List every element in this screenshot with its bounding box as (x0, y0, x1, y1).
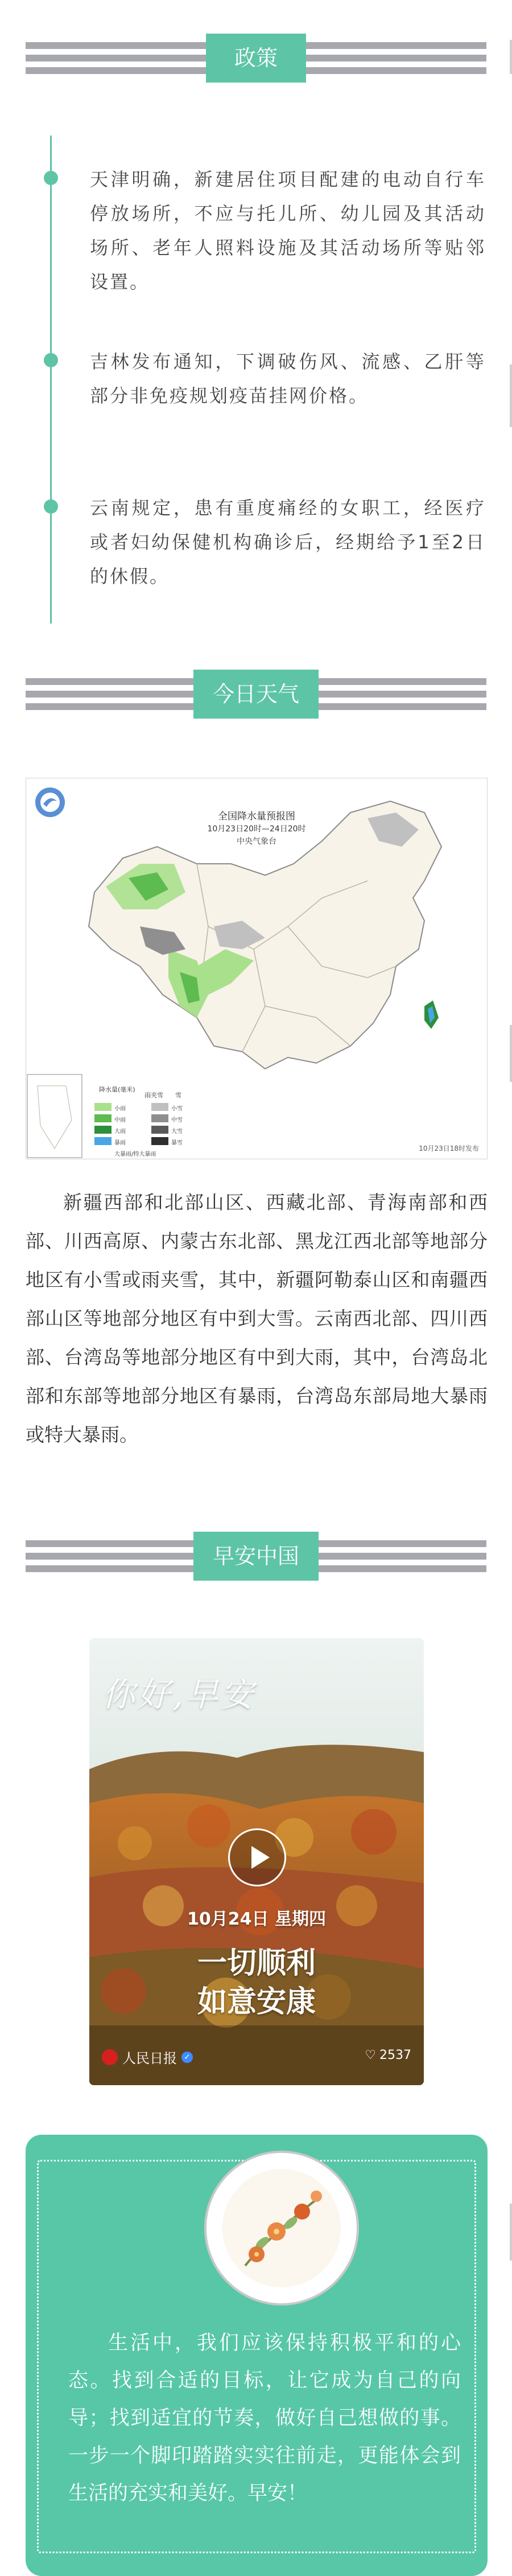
policy-item-2: 吉林发布通知，下调破伤风、流感、乙肝等部分非免疫规划疫苗挂网价格。 (90, 351, 486, 407)
map-title: 全国降水量预报图 (218, 811, 295, 822)
policy-bullet-3 (44, 499, 58, 514)
section-header-weather (26, 670, 486, 719)
legend-labels-snow: 小雪 中雪 大雪 暴雪 (171, 1106, 183, 1146)
section-header-policy (26, 34, 486, 83)
publisher-avatar (102, 2049, 118, 2065)
precipitation-forecast-map[interactable] (26, 778, 488, 1159)
badge-inner (222, 2169, 341, 2287)
legend-labels: 小雨 中雨 大雨 暴雨 (114, 1106, 126, 1146)
flower-badge (212, 2159, 351, 2298)
weather-description: 新疆西部和北部山区、西藏北部、青海南部和西部、川西高原、内蒙古东北部、黑龙江西北部等地部分地区有小雪或雨夹雪，其中，新疆阿勒泰山区和南疆西部山区等地部分地区有中到大雪。云南西北部、四川西部、台湾岛等地部分地区有中到大雨，其中，台湾岛北部和东部等地部分地区有暴雨，台湾岛东部局地大暴雨或特大暴雨。 (26, 1191, 488, 1446)
policy-item-3: 云南规定，患有重度痛经的女职工，经医疗或者妇幼保健机构确诊后，经期给予1至2日的休假。 (90, 497, 486, 587)
scroll-indicator-lower (510, 1025, 512, 1082)
publisher-name: 人民日报 (122, 2050, 177, 2066)
verified-icon: ✓ (181, 2052, 193, 2063)
flower-branch-icon (222, 2169, 341, 2287)
policy-bullet-2 (44, 353, 58, 367)
video-greeting: 你好,早安 (102, 1675, 256, 1714)
morning-video-card[interactable] (89, 1638, 424, 2085)
legend-title-snow: 雪 (175, 1092, 181, 1099)
legend-title-rain: 降水量(毫米) (99, 1086, 135, 1093)
like-icon: ♡ (365, 2048, 376, 2062)
section-title-policy: 政策 (206, 34, 306, 83)
legend-labels-heavy: 大暴雨/特大暴雨 (114, 1151, 156, 1158)
scroll-indicator-bottom (510, 2204, 512, 2261)
like-row[interactable] (365, 2048, 411, 2062)
play-icon (251, 1846, 270, 1869)
video-wish-line2: 如意安康 (197, 1984, 316, 2019)
south-china-sea-inset (27, 1074, 82, 1158)
play-button[interactable] (228, 1828, 286, 1886)
legend-title-sleet: 雨夹雪 (144, 1092, 163, 1099)
video-wish-line1: 一切顺利 (197, 1946, 316, 1980)
scroll-indicator-mid (510, 364, 512, 427)
map-source: 中央气象台 (237, 837, 276, 846)
policy-item-1: 天津明确，新建居住项目配建的电动自行车停放场所，不应与托儿所、幼儿园及其活动场所、老年人照料设施及其活动场所等贴邻设置。 (90, 169, 486, 293)
scroll-indicator-top (510, 40, 512, 74)
section-header-morning (26, 1532, 486, 1581)
policy-bullet-1 (44, 171, 58, 185)
like-count: 2537 (379, 2048, 411, 2062)
publisher-row[interactable] (102, 2047, 193, 2067)
section-title-morning: 早安中国 (193, 1532, 319, 1581)
policy-timeline (50, 136, 52, 624)
closing-card (26, 2135, 488, 2576)
video-date: 10月24日 星期四 (187, 1909, 326, 1929)
map-time-range: 10月23日20时—24日20时 (207, 825, 306, 834)
map-issue-time: 10月23日18时发布 (419, 1145, 479, 1152)
section-title-weather: 今日天气 (193, 670, 319, 719)
closing-text: 生活中，我们应该保持积极平和的心态。找到合适的目标，让它成为自己的向导；找到适宜的节奏，做好自己想做的事。一步一个脚印踏踏实实往前走，更能体会到生活的充实和美好。早安！ (68, 2332, 461, 2505)
